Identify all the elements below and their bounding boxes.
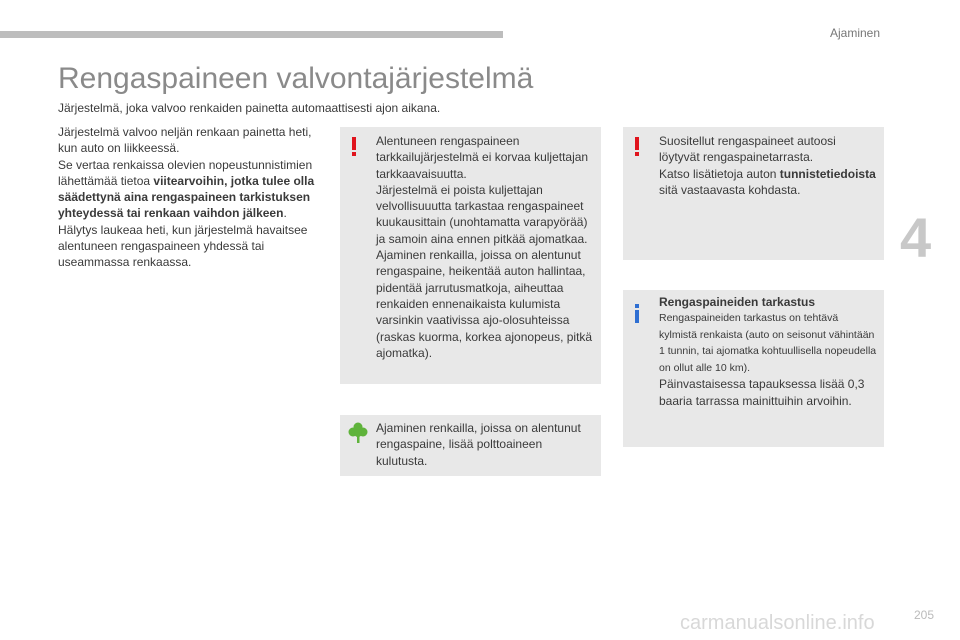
warning-paragraph-1: Alentuneen rengaspaineen tarkkailujärjestelmä ei korvaa kuljettajan tarkkaavaisuutta. (376, 134, 589, 181)
section-label: Ajaminen (830, 26, 881, 40)
page-subtitle: Järjestelmä, joka valvoo renkaiden painetta automaattisesti ajon aikana. (58, 101, 441, 115)
warning-box-pressure-label (623, 127, 884, 260)
eco-text: Ajaminen renkailla, joissa on alentunut rengaspaine, lisää polttoaineen kulutusta. (376, 421, 581, 468)
warning-paragraph-2: Järjestelmä ei poista kuljettajan velvollisuuutta tarkastaa rengaspaineet kuukausittain (unohtamatta varapyörää) ja samoin aina ennen pitkää ajomatkaa. (376, 182, 588, 246)
warning2-paragraph-2 (659, 166, 878, 199)
info-small-text: Rengaspaineiden tarkastus on tehtävä kylmistä renkaista (auto on seisonut vähintään 1 tunnin, tai ajomatka kohtuullisella nopeudella on ollut alle 10 km). (659, 312, 877, 374)
warning2-p2-end: sitä vastaavasta kohdasta. (659, 182, 801, 197)
info-heading: Rengaspaineiden tarkastus (659, 295, 816, 309)
intro-paragraph-2 (58, 157, 322, 222)
intro-paragraph-3: Hälytys laukeaa heti, kun järjestelmä havaitsee alentuneen rengaspaineen yhdessä tai useammassa renkaassa. (58, 222, 308, 270)
warning-paragraph-3: Ajaminen renkailla, joissa on alentunut rengaspaine, heikentää auton hallintaa, pidentää jarrutusmatkoja, aiheuttaa renkaiden ennenaikaista kulumista varsinkin vaativissa ajo-olosuhteissa (raskas kuorma, korkea ajonopeus, pitkä ajomatka). (376, 248, 593, 360)
info-text: Päinvastaisessa tapauksessa lisää 0,3 baaria tarrassa mainittuihin arvoihin. (659, 377, 865, 408)
page-number: 205 (914, 608, 935, 622)
top-decorative-bar (0, 31, 503, 38)
eco-box (340, 415, 601, 476)
intro-p2-end: . (283, 206, 287, 221)
leaf-icon (348, 422, 368, 444)
warning-box-system (340, 127, 601, 384)
warning2-p2-start: Katso lisätietoja auton (659, 166, 777, 181)
info-icon (633, 304, 641, 324)
warning-icon (633, 137, 641, 157)
intro-p2-bold: viitearvoihin, jotka tulee olla säädettynä aina rengaspaineen tarkistuksen yhteydessä tai renkaan vaihdon jälkeen (58, 173, 315, 221)
warning2-p2-bold: tunnistetiedoista (779, 166, 876, 181)
chapter-number: 4 (900, 206, 932, 269)
info-box (623, 290, 884, 447)
warning-icon (350, 137, 358, 157)
intro-text (58, 124, 322, 271)
page-title: Rengaspaineen valvontajärjestelmä (58, 62, 534, 95)
intro-p2-text: Se vertaa renkaissa olevien nopeustunnistimien lähettämää tietoa (58, 157, 313, 188)
warning2-paragraph-1: Suositellut rengaspaineet autoosi löytyvät rengaspainetarrasta. (659, 134, 836, 165)
intro-paragraph-1: Järjestelmä valvoo neljän renkaan painetta heti, kun auto on liikkeessä. (58, 125, 312, 156)
watermark: carmanualsonline.info (680, 612, 875, 634)
